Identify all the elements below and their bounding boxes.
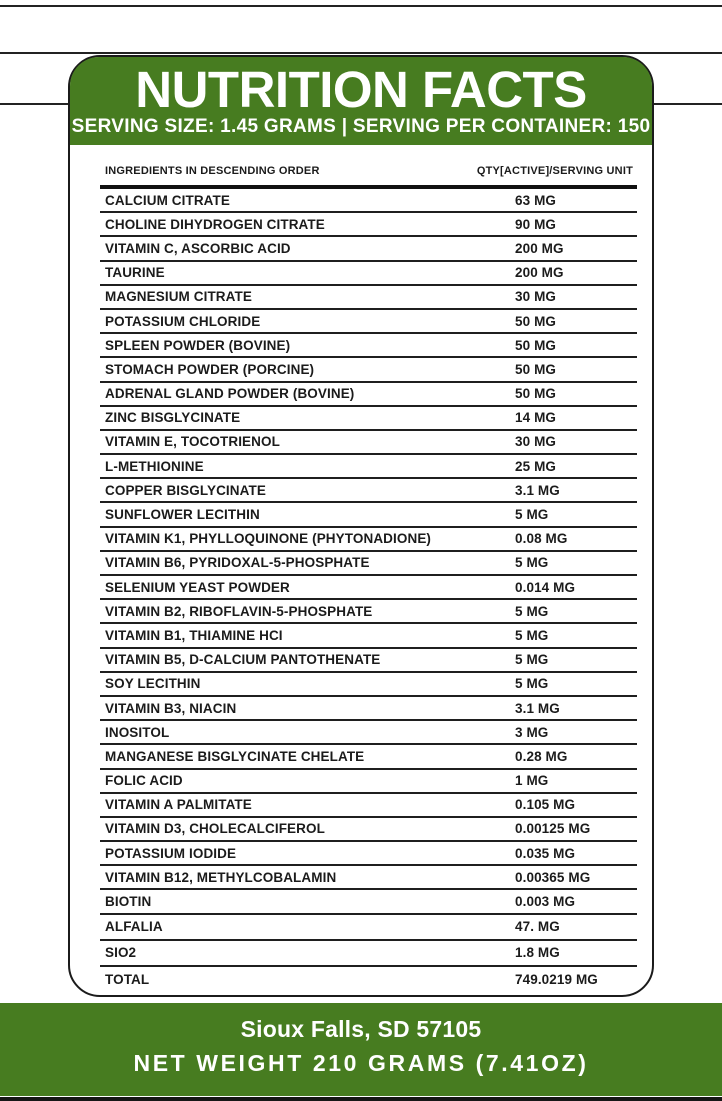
table-row [100, 213, 637, 237]
ingredient-qty: 50 MG [515, 337, 557, 353]
ingredient-qty: 0.08 MG [515, 531, 568, 547]
ingredient-qty: 5 MG [515, 652, 549, 668]
table-row [100, 455, 637, 479]
column-header-ingredients: INGREDIENTS IN DESCENDING ORDER [105, 165, 320, 177]
ingredient-name: VITAMIN A PALMITATE [105, 797, 252, 813]
table-row [100, 431, 637, 455]
ingredient-qty: 90 MG [515, 216, 557, 232]
bottom-edge-line [0, 1097, 722, 1101]
ingredient-name: SOY LECITHIN [105, 676, 201, 692]
ingredient-name: SUNFLOWER LECITHIN [105, 507, 260, 523]
ingredient-qty: 5 MG [515, 555, 549, 571]
table-row [100, 915, 637, 941]
table-row [100, 721, 637, 745]
ingredient-qty: 0.014 MG [515, 579, 576, 595]
table-row [100, 890, 637, 914]
ingredient-qty: 5 MG [515, 603, 549, 619]
nutrition-facts-panel [68, 55, 654, 997]
table-row [100, 479, 637, 503]
table-row [100, 358, 637, 382]
ingredient-name: VITAMIN B12, METHYLCOBALAMIN [105, 869, 337, 885]
table-row [100, 624, 637, 648]
ingredient-name: VITAMIN B5, D-CALCIUM PANTOTHENATE [105, 652, 381, 668]
table-row [100, 770, 637, 794]
ingredient-name: VITAMIN E, TOCOTRIENOL [105, 434, 280, 450]
ingredient-name: TAURINE [105, 265, 165, 281]
ingredient-name: BIOTIN [105, 894, 152, 910]
ingredient-name: VITAMIN D3, CHOLECALCIFEROL [105, 821, 325, 837]
table-row [100, 189, 637, 213]
table-row [100, 649, 637, 673]
ingredient-name: L-METHIONINE [105, 458, 204, 474]
table-row [100, 552, 637, 576]
ingredient-qty: 0.035 MG [515, 845, 576, 861]
table-row [100, 697, 637, 721]
table-row [100, 600, 637, 624]
ingredient-qty: 50 MG [515, 313, 557, 329]
table-row [100, 794, 637, 818]
ingredient-name: POTASSIUM CHLORIDE [105, 313, 261, 329]
ingredient-qty: 0.00365 MG [515, 869, 591, 885]
total-row [100, 967, 637, 993]
table-row [100, 262, 637, 286]
ingredient-qty: 1 MG [515, 773, 549, 789]
ingredient-qty: 5 MG [515, 507, 549, 523]
ingredient-qty: 30 MG [515, 434, 557, 450]
ingredient-name: ALFALIA [105, 919, 163, 935]
ingredient-qty: 3.1 MG [515, 700, 560, 716]
ingredient-qty: 0.28 MG [515, 748, 568, 764]
table-row [100, 310, 637, 334]
ingredient-name: VITAMIN B3, NIACIN [105, 700, 237, 716]
table-row [100, 818, 637, 842]
ingredient-name: VITAMIN B1, THIAMINE HCI [105, 627, 283, 643]
table-row [100, 842, 637, 866]
ingredient-name: POTASSIUM IODIDE [105, 845, 237, 861]
ingredient-name: INOSITOL [105, 724, 170, 740]
ingredient-name: VITAMIN B6, PYRIDOXAL-5-PHOSPHATE [105, 555, 370, 571]
ingredient-qty: 1.8 MG [515, 945, 560, 961]
address-text: Sioux Falls, SD 57105 [240, 1016, 482, 1042]
table-row [100, 941, 637, 967]
panel-title: NUTRITION FACTS [135, 61, 587, 118]
ingredient-name: COPPER BISGLYCINATE [105, 482, 266, 498]
table-row [100, 503, 637, 527]
ingredient-name: SPLEEN POWDER (BOVINE) [105, 337, 291, 353]
ingredient-name: VITAMIN C, ASCORBIC ACID [105, 240, 291, 256]
ingredient-qty: 50 MG [515, 361, 557, 377]
ingredient-name: MANGANESE BISGLYCINATE CHELATE [105, 748, 365, 764]
ingredient-name: ADRENAL GLAND POWDER (BOVINE) [105, 386, 355, 402]
table-row [100, 383, 637, 407]
ingredients-table-body [100, 189, 637, 993]
ingredient-qty: 0.00125 MG [515, 821, 591, 837]
ingredient-qty: 0.003 MG [515, 894, 576, 910]
ingredient-name: SELENIUM YEAST POWDER [105, 579, 290, 595]
footer-bar [0, 1003, 722, 1096]
column-header-qty: QTY[ACTIVE]/SERVING UNIT [476, 165, 633, 177]
ingredient-qty: 14 MG [515, 410, 557, 426]
ingredient-name: STOMACH POWDER (PORCINE) [105, 361, 315, 377]
ingredient-name: VITAMIN B2, RIBOFLAVIN-5-PHOSPHATE [105, 603, 373, 619]
total-qty: 749.0219 MG [515, 972, 598, 988]
ingredient-qty: 5 MG [515, 676, 549, 692]
panel-header [70, 57, 652, 145]
ingredient-name: MAGNESIUM CITRATE [105, 289, 252, 305]
total-label: TOTAL [105, 972, 150, 988]
ingredient-qty: 5 MG [515, 627, 549, 643]
table-row [100, 334, 637, 358]
ingredient-qty: 0.105 MG [515, 797, 576, 813]
ingredient-qty: 50 MG [515, 386, 557, 402]
ingredient-name: SIO2 [105, 945, 137, 961]
ingredient-qty: 47. MG [515, 919, 560, 935]
table-row [100, 745, 637, 769]
decorative-line-middle [0, 52, 722, 54]
serving-info: SERVING SIZE: 1.45 GRAMS | SERVING PER CONTAINER: 150 [71, 115, 651, 137]
table-row [100, 286, 637, 310]
ingredient-qty: 200 MG [515, 265, 564, 281]
table-row [100, 237, 637, 261]
ingredient-name: FOLIC ACID [105, 773, 183, 789]
ingredient-qty: 3 MG [515, 724, 549, 740]
table-row [100, 407, 637, 431]
table-row [100, 866, 637, 890]
ingredient-qty: 63 MG [515, 192, 557, 208]
net-weight-text: NET WEIGHT 210 GRAMS (7.41OZ) [133, 1050, 589, 1076]
ingredient-qty: 25 MG [515, 458, 557, 474]
ingredient-name: CALCIUM CITRATE [105, 192, 230, 208]
table-row [100, 576, 637, 600]
table-row [100, 673, 637, 697]
decorative-line-top [0, 5, 722, 7]
ingredient-name: CHOLINE DIHYDROGEN CITRATE [105, 216, 325, 232]
ingredient-qty: 200 MG [515, 240, 564, 256]
ingredient-name: ZINC BISGLYCINATE [105, 410, 241, 426]
ingredient-qty: 30 MG [515, 289, 557, 305]
table-header-row [100, 145, 637, 177]
ingredient-name: VITAMIN K1, PHYLLOQUINONE (PHYTONADIONE) [105, 531, 432, 547]
table-row [100, 528, 637, 552]
ingredient-qty: 3.1 MG [515, 482, 560, 498]
